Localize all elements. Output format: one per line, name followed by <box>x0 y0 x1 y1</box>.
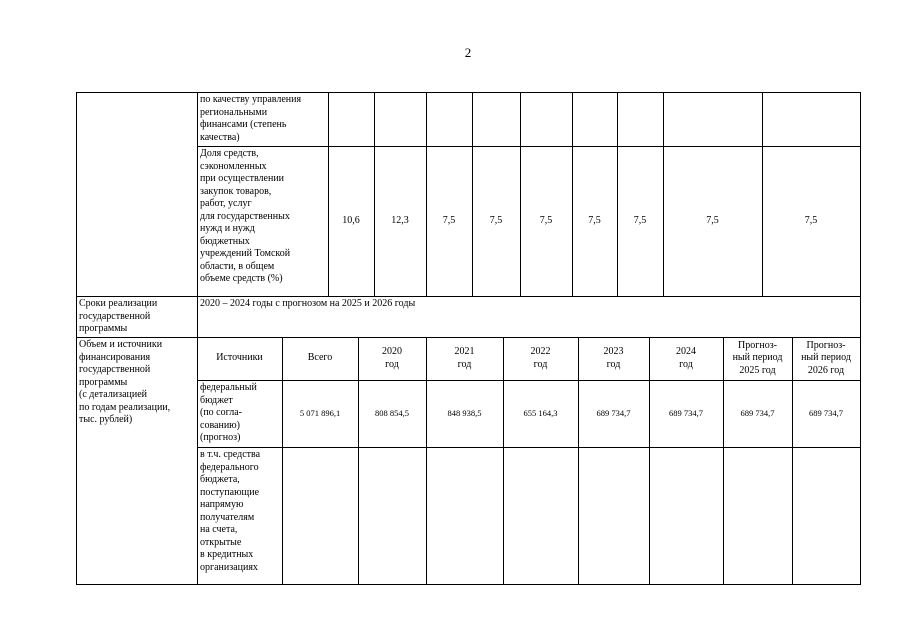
funding-value <box>578 380 649 447</box>
funding-header-text: Прогноз- ный период 2026 год <box>801 339 851 376</box>
funding-value <box>723 380 792 447</box>
indicator-label-text: Доля средств, сэкономленных при осуществлении закупок товаров, работ, услуг для государственных нужд и нужд бюджетных учреждений Томской области, в общем объеме средств (%) <box>200 148 291 284</box>
indicator-value-text: 7,5 <box>539 214 553 226</box>
indicator-value-text: 10,6 <box>342 214 360 226</box>
table-rule <box>762 92 763 297</box>
funding-value <box>426 447 503 584</box>
funding-value <box>649 447 723 584</box>
funding-value-text: 848 938,5 <box>447 408 482 419</box>
funding-header-text: 2024 год <box>676 346 696 370</box>
funding-header <box>792 337 860 380</box>
indicator-value <box>762 146 860 296</box>
indicator-value-text: 7,5 <box>489 214 503 226</box>
indicator-value <box>520 92 572 146</box>
funding-header <box>723 337 792 380</box>
terms-label <box>76 296 197 337</box>
table-rule <box>426 337 427 585</box>
indicator-value <box>617 146 663 296</box>
funding-header <box>197 337 282 380</box>
indicator-value <box>520 146 572 296</box>
funding-value <box>358 380 426 447</box>
page-number: 2 <box>464 45 472 60</box>
funding-value <box>649 380 723 447</box>
indicator-value <box>328 92 374 146</box>
indicator-value <box>572 92 617 146</box>
funding-header-text: Всего <box>307 352 333 364</box>
indicator-value <box>374 92 426 146</box>
indicator-value-text: 7,5 <box>442 214 456 226</box>
indicator-value <box>472 146 520 296</box>
indicator-value-text: 7,5 <box>633 214 647 226</box>
table-rule <box>426 92 427 297</box>
table-rule <box>197 146 861 147</box>
table-rule <box>328 92 329 297</box>
funding-header <box>649 337 723 380</box>
indicator-label-text: по качеству управления региональными финансами (степень качества) <box>200 94 302 143</box>
table-top-border <box>76 92 861 93</box>
table-right-border <box>860 92 861 585</box>
table-rule <box>792 337 793 585</box>
funding-header-text: 2022 год <box>530 346 551 370</box>
funding-value-text: 5 071 896,1 <box>299 408 341 419</box>
funding-source-text: федеральный бюджет (по согла- сованию) (прогноз) <box>200 382 257 443</box>
table-bottom-border <box>76 584 861 585</box>
funding-source <box>197 447 282 584</box>
funding-label <box>76 337 197 584</box>
table-rule <box>578 337 579 585</box>
indicator-value <box>663 146 762 296</box>
terms-value <box>197 296 860 337</box>
funding-value <box>358 447 426 584</box>
funding-value <box>792 380 860 447</box>
indicator-value <box>328 146 374 296</box>
funding-header-text: 2021 год <box>454 346 475 370</box>
funding-value-text: 655 164,3 <box>523 408 558 419</box>
terms-value-text: 2020 – 2024 годы с прогнозом на 2025 и 2026 годы <box>200 298 416 309</box>
terms-label-text: Сроки реализации государственной программы <box>79 298 158 334</box>
funding-header <box>578 337 649 380</box>
funding-value <box>578 447 649 584</box>
table-rule <box>197 447 861 448</box>
table-rule <box>520 92 521 297</box>
funding-value-text: 689 734,7 <box>740 408 775 419</box>
funding-value-text: 689 734,7 <box>809 408 843 419</box>
funding-value-text: 689 734,7 <box>669 408 703 419</box>
indicator-value <box>426 146 472 296</box>
funding-header <box>426 337 503 380</box>
table-rule <box>572 92 573 297</box>
indicator-value <box>617 92 663 146</box>
indicator-value <box>374 146 426 296</box>
indicator-value-text: 7,5 <box>804 214 818 226</box>
indicator-value <box>472 92 520 146</box>
table-rule <box>649 337 650 585</box>
funding-value <box>792 447 860 584</box>
indicator-value <box>426 92 472 146</box>
indicator-label <box>197 92 328 146</box>
indicator-value <box>572 146 617 296</box>
table-rule <box>503 337 504 585</box>
funding-value-text: 808 854,5 <box>375 408 409 419</box>
funding-value <box>503 380 578 447</box>
indicator-value <box>663 92 762 146</box>
funding-label-text: Объем и источники финансирования государственной программы (с детализацией по годам реализации, тыс. рублей) <box>79 339 171 425</box>
funding-header-text: Прогноз- ный период 2025 год <box>732 339 783 376</box>
funding-header <box>282 337 358 380</box>
funding-header-text: Источники <box>216 352 263 364</box>
indicator-value <box>762 92 860 146</box>
indicator-label <box>197 146 328 296</box>
table-rule <box>197 380 861 381</box>
table-rule <box>723 337 724 585</box>
funding-value <box>282 447 358 584</box>
funding-value-text: 689 734,7 <box>596 408 631 419</box>
table-rule <box>617 92 618 297</box>
table-rule <box>663 92 664 297</box>
funding-header <box>503 337 578 380</box>
table-rule <box>197 92 198 297</box>
funding-source <box>197 380 282 447</box>
indicator-value-text: 12,3 <box>391 214 409 226</box>
table-rule <box>374 92 375 297</box>
funding-header-text: 2020 год <box>382 346 402 370</box>
funding-value <box>503 447 578 584</box>
funding-header-text: 2023 год <box>603 346 624 370</box>
funding-value <box>723 447 792 584</box>
table-rule <box>472 92 473 297</box>
funding-source-text: в т.ч. средства федерального бюджета, поступающие напрямую получателям на счета, открытые в кредитных организациях <box>200 449 261 573</box>
funding-header <box>358 337 426 380</box>
indicator-value-text: 7,5 <box>588 214 601 226</box>
indicator-value-text: 7,5 <box>706 214 719 226</box>
table-rule <box>358 337 359 585</box>
table-rule <box>282 337 283 585</box>
funding-value <box>282 380 358 447</box>
funding-value <box>426 380 503 447</box>
